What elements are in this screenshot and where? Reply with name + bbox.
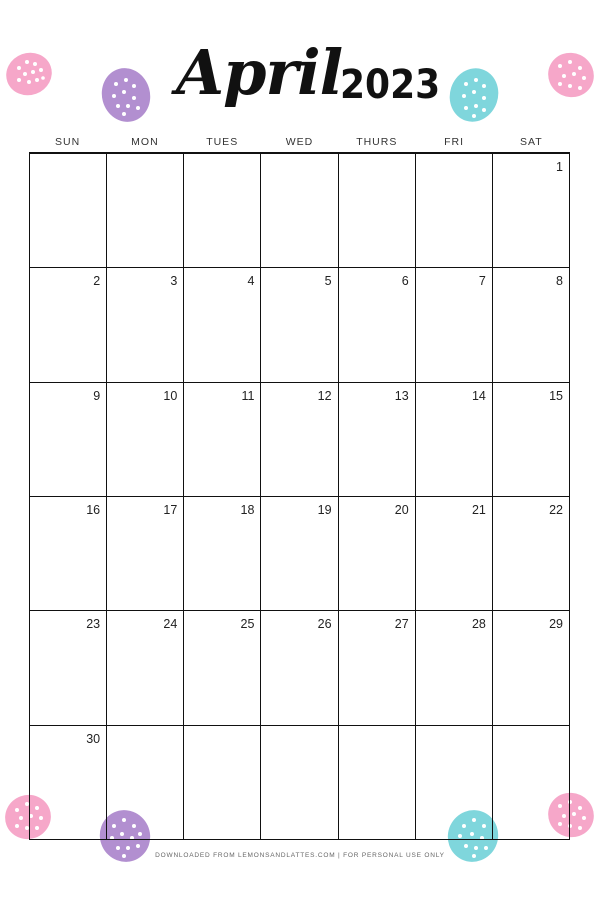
day-cell [339,726,416,840]
day-cell [416,383,493,497]
day-cell [107,497,184,611]
calendar-month-title: April [176,36,343,109]
day-cell [107,268,184,382]
day-number: 27 [394,617,409,632]
day-number: 16 [86,503,101,517]
day-number: 19 [317,503,332,517]
day-cell [107,726,184,840]
day-cell [493,268,570,382]
day-cell [107,611,184,725]
day-cell [493,611,570,725]
day-number: 15 [549,388,563,403]
day-cell [416,268,493,382]
day-cell [493,726,570,840]
day-number: 23 [86,617,101,632]
day-cell [416,497,493,611]
day-cell [339,497,416,611]
weekday-header-row [29,136,570,152]
day-cell [261,383,338,497]
day-number: 28 [471,617,486,632]
day-number: 3 [170,274,178,289]
weekday-label-sun: SUN [55,136,81,148]
day-cell [261,611,338,725]
day-number: 10 [163,388,178,403]
weekday-label-mon: MON [131,136,159,148]
day-number: 7 [478,274,486,289]
day-number: 6 [401,274,409,289]
day-cell [493,154,570,268]
day-cell [261,497,338,611]
day-number: 30 [86,731,101,746]
day-number: 25 [240,617,255,632]
day-cell [416,726,493,840]
day-number: 9 [93,388,101,403]
weekday-label-fri: FRI [444,136,465,148]
teal-easter-egg-icon [448,66,500,124]
weekday-label-wed: WED [285,136,314,148]
day-number: 21 [471,503,486,517]
day-cell [261,268,338,382]
pink-easter-egg-icon [546,50,596,100]
day-cell [184,383,261,497]
day-cell [261,154,338,268]
day-number: 29 [549,617,563,632]
day-cell [184,611,261,725]
weekday-label-thurs: THURS [356,136,398,148]
day-number: 18 [240,503,255,517]
day-number: 8 [556,274,563,289]
weekday-label-sat: SAT [520,136,543,148]
day-cell [184,154,261,268]
day-cell [493,383,570,497]
day-cell [184,497,261,611]
day-number: 2 [93,274,101,289]
day-number: 13 [394,388,409,403]
day-cell [30,154,107,268]
day-cell [184,268,261,382]
day-number: 24 [163,617,178,632]
day-cell [30,268,107,382]
calendar-grid [29,152,570,840]
day-number: 20 [394,503,409,517]
day-cell [339,611,416,725]
day-number: 1 [556,160,563,174]
day-number: 4 [247,274,255,289]
day-cell [416,154,493,268]
weekday-label-tues: TUES [206,136,239,148]
day-cell [30,726,107,840]
footer-credit: DOWNLOADED FROM LEMONSANDLATTES.COM | FOR PERSONAL USE ONLY [155,852,445,859]
day-cell [30,497,107,611]
day-cell [339,154,416,268]
calendar-year-title: 2023 [340,62,441,108]
day-number: 5 [324,274,332,289]
day-cell [493,497,570,611]
day-number: 14 [471,388,486,403]
day-cell [416,611,493,725]
day-number: 11 [241,388,255,403]
pink-easter-egg-icon [5,50,53,98]
day-number: 26 [317,617,332,632]
day-cell [30,611,107,725]
day-cell [339,268,416,382]
purple-easter-egg-icon [100,66,152,124]
day-number: 17 [163,503,178,517]
day-number: 22 [549,503,563,517]
day-cell [107,154,184,268]
day-cell [339,383,416,497]
day-cell [107,383,184,497]
day-cell [30,383,107,497]
day-cell [184,726,261,840]
day-cell [261,726,338,840]
day-number: 12 [317,388,332,403]
